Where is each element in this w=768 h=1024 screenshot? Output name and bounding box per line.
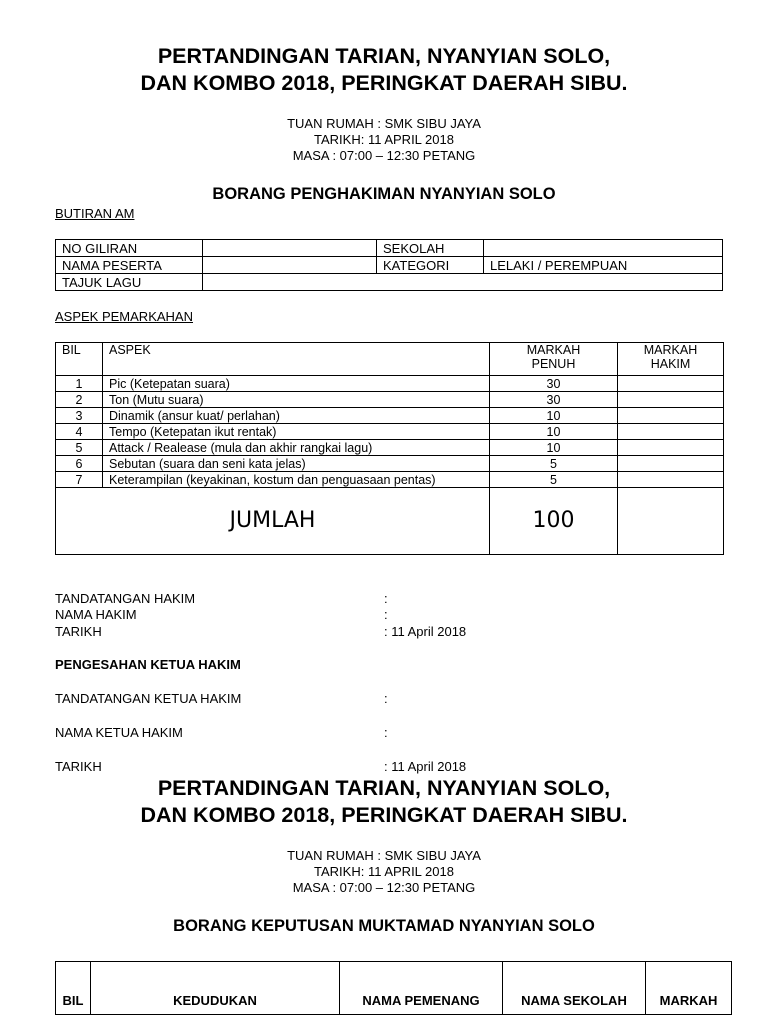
kategori-label: KATEGORI xyxy=(377,257,484,274)
tandatangan-hakim-label: TANDATANGAN HAKIM xyxy=(55,591,196,606)
header-markah-penuh-line2: PENUH xyxy=(531,357,576,371)
aspek-hakim-field[interactable] xyxy=(618,392,724,408)
tarikh-label: TARIKH xyxy=(55,624,102,639)
table-row xyxy=(56,456,724,472)
butiran-label: BUTIRAN AM xyxy=(55,206,135,221)
aspek-header-row xyxy=(56,343,724,376)
nama-peserta-label: NAMA PESERTA xyxy=(56,257,203,274)
aspek-penuh: 30 xyxy=(490,376,618,392)
aspek-bil: 7 xyxy=(56,472,103,488)
header-markah-hakim xyxy=(618,343,724,376)
tajuk-lagu-field[interactable] xyxy=(203,274,723,291)
aspek-penuh: 5 xyxy=(490,456,618,472)
aspek-name: Sebutan (suara dan seni kata jelas) xyxy=(103,456,490,472)
aspek-name: Attack / Realease (mula dan akhir rangkai lagu) xyxy=(103,440,490,456)
kategori-value[interactable]: LELAKI / PEREMPUAN xyxy=(484,257,723,274)
table-row xyxy=(56,240,723,257)
aspek-hakim-field[interactable] xyxy=(618,472,724,488)
table-row xyxy=(56,376,724,392)
aspek-label: ASPEK PEMARKAHAN xyxy=(55,309,193,324)
aspek-name: Keterampilan (keyakinan, kostum dan penguasaan pentas) xyxy=(103,472,490,488)
keputusan-table xyxy=(55,961,732,1015)
header-markah: MARKAH xyxy=(646,962,732,1015)
header-aspek: ASPEK xyxy=(103,343,490,376)
nama-peserta-field[interactable] xyxy=(203,257,377,274)
form2-title-line1: PERTANDINGAN TARIAN, NYANYIAN SOLO, xyxy=(157,776,611,800)
header-markah-penuh-line1: MARKAH xyxy=(526,343,581,357)
nama-hakim-label: NAMA HAKIM xyxy=(55,607,137,622)
aspek-bil: 1 xyxy=(56,376,103,392)
aspek-bil: 5 xyxy=(56,440,103,456)
table-row xyxy=(56,257,723,274)
form1-title-line2: DAN KOMBO 2018, PERINGKAT DAERAH SIBU. xyxy=(140,71,628,95)
butiran-table xyxy=(55,239,723,291)
table-row xyxy=(56,408,724,424)
aspek-penuh: 10 xyxy=(490,408,618,424)
table-row xyxy=(56,440,724,456)
aspek-bil: 2 xyxy=(56,392,103,408)
form1-title-line1: PERTANDINGAN TARIAN, NYANYIAN SOLO, xyxy=(157,44,611,68)
tandatangan-ketua-colon[interactable]: : xyxy=(384,691,388,706)
header-markah-hakim-line1: MARKAH xyxy=(643,343,698,357)
tandatangan-hakim-colon[interactable]: : xyxy=(384,591,388,606)
jumlah-value: 100 xyxy=(490,488,618,555)
header-nama-sekolah: NAMA SEKOLAH xyxy=(503,962,646,1015)
nama-ketua-colon[interactable]: : xyxy=(384,725,388,740)
aspek-hakim-field[interactable] xyxy=(618,440,724,456)
form1-subtitle: BORANG PENGHAKIMAN NYANYIAN SOLO xyxy=(212,185,556,203)
keputusan-header-row xyxy=(56,962,732,1015)
no-giliran-label: NO GILIRAN xyxy=(56,240,203,257)
form2-title-line2: DAN KOMBO 2018, PERINGKAT DAERAH SIBU. xyxy=(140,803,628,827)
tarikh2-value: : 11 April 2018 xyxy=(384,759,467,774)
aspek-penuh: 10 xyxy=(490,440,618,456)
aspek-hakim-field[interactable] xyxy=(618,408,724,424)
form1-date: TARIKH: 11 APRIL 2018 xyxy=(314,132,454,147)
form1-host: TUAN RUMAH : SMK SIBU JAYA xyxy=(287,116,481,131)
aspek-hakim-field[interactable] xyxy=(618,424,724,440)
aspek-bil: 6 xyxy=(56,456,103,472)
form2-date: TARIKH: 11 APRIL 2018 xyxy=(314,864,454,879)
nama-hakim-colon[interactable]: : xyxy=(384,607,388,622)
aspek-hakim-field[interactable] xyxy=(618,456,724,472)
aspek-table xyxy=(55,342,724,555)
header-bil: BIL xyxy=(56,962,91,1015)
tarikh-value: : 11 April 2018 xyxy=(384,624,467,639)
form1-time: MASA : 07:00 – 12:30 PETANG xyxy=(292,148,476,163)
aspek-bil: 3 xyxy=(56,408,103,424)
no-giliran-field[interactable] xyxy=(203,240,377,257)
header-nama-pemenang: NAMA PEMENANG xyxy=(340,962,503,1015)
form1-info xyxy=(0,116,768,164)
aspek-penuh: 5 xyxy=(490,472,618,488)
aspek-hakim-field[interactable] xyxy=(618,376,724,392)
aspek-bil: 4 xyxy=(56,424,103,440)
jumlah-label: JUMLAH xyxy=(56,488,490,555)
header-bil: BIL xyxy=(56,343,103,376)
tandatangan-ketua-label: TANDATANGAN KETUA HAKIM xyxy=(55,691,242,706)
aspek-penuh: 30 xyxy=(490,392,618,408)
tarikh2-label: TARIKH xyxy=(55,759,102,774)
header-markah-penuh xyxy=(490,343,618,376)
aspek-penuh: 10 xyxy=(490,424,618,440)
form2-info xyxy=(0,848,768,896)
jumlah-hakim-field[interactable] xyxy=(618,488,724,555)
nama-ketua-label: NAMA KETUA HAKIM xyxy=(55,725,183,740)
aspek-name: Pic (Ketepatan suara) xyxy=(103,376,490,392)
form2-subtitle: BORANG KEPUTUSAN MUKTAMAD NYANYIAN SOLO xyxy=(173,917,595,935)
table-row xyxy=(56,274,723,291)
aspek-name: Ton (Mutu suara) xyxy=(103,392,490,408)
form2-header xyxy=(0,775,768,829)
sekolah-label: SEKOLAH xyxy=(377,240,484,257)
form2-time: MASA : 07:00 – 12:30 PETANG xyxy=(292,880,476,895)
table-row xyxy=(56,392,724,408)
table-row xyxy=(56,424,724,440)
pengesahan-heading: PENGESAHAN KETUA HAKIM xyxy=(55,657,241,672)
aspek-name: Tempo (Ketepatan ikut rentak) xyxy=(103,424,490,440)
table-row xyxy=(56,472,724,488)
form1-header xyxy=(0,43,768,97)
tajuk-lagu-label: TAJUK LAGU xyxy=(56,274,203,291)
jumlah-row xyxy=(56,488,724,555)
header-kedudukan: KEDUDUKAN xyxy=(91,962,340,1015)
aspek-name: Dinamik (ansur kuat/ perlahan) xyxy=(103,408,490,424)
header-markah-hakim-line2: HAKIM xyxy=(650,357,691,371)
sekolah-field[interactable] xyxy=(484,240,723,257)
form2-host: TUAN RUMAH : SMK SIBU JAYA xyxy=(287,848,481,863)
